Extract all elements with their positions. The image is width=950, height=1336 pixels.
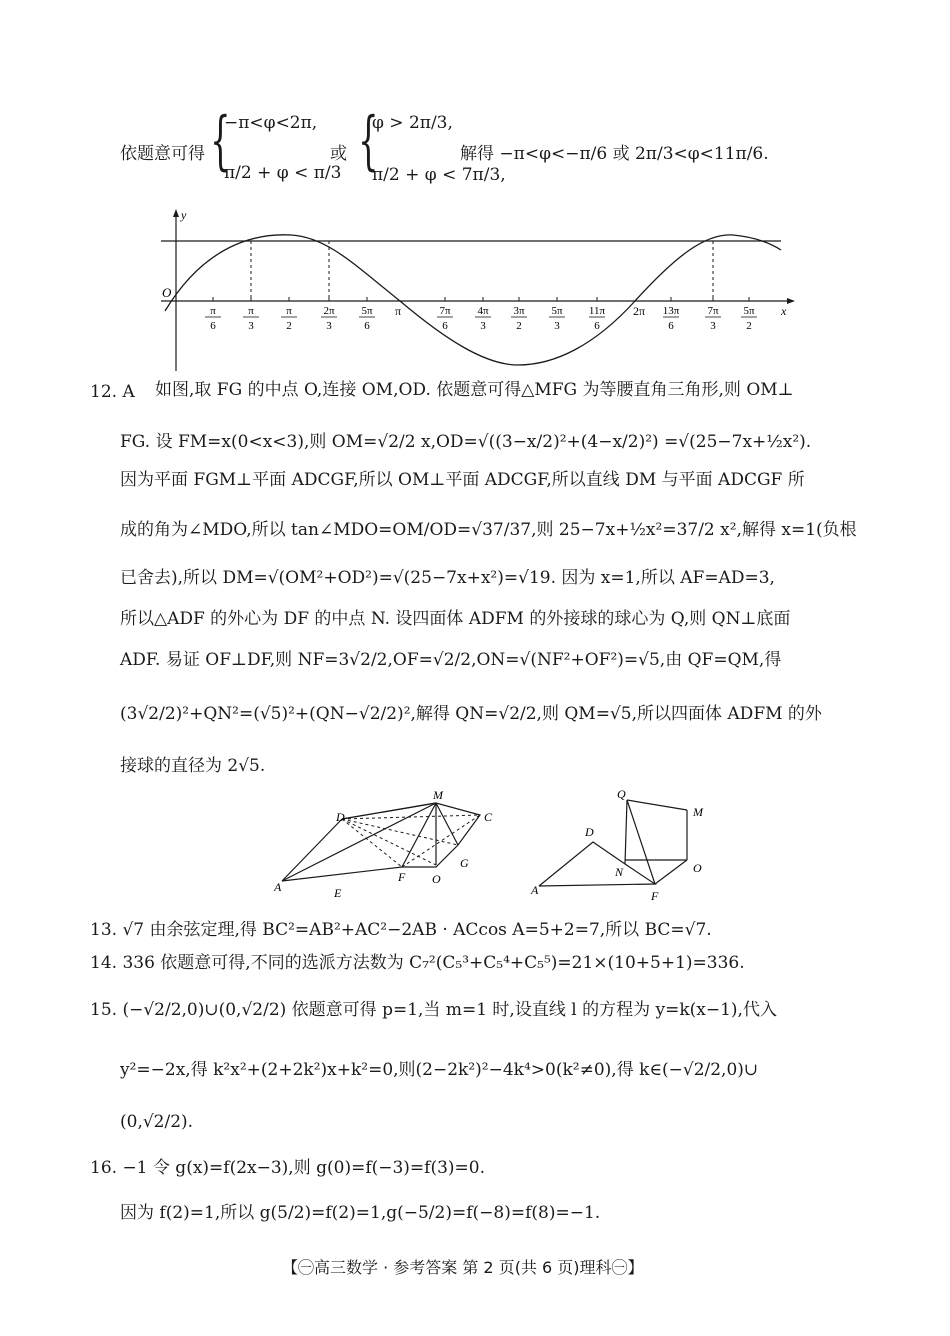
q12-line5: 已舍去),所以 DM=√(OM²+OD²)=√(25−7x+x²)=√19. 因为 x=1,所以 AF=AD=3, <box>120 568 775 588</box>
fig-right-D: D <box>585 825 594 839</box>
q16-line1: 16. −1 令 g(x)=f(2x−3),则 g(0)=f(−3)=f(3)=0. <box>90 1158 486 1178</box>
tick-numerator: 5π <box>743 305 755 317</box>
fig-left-A: A <box>274 880 282 894</box>
tick-numerator: 7π <box>707 305 719 317</box>
tick-denominator: 6 <box>364 320 370 332</box>
tick-denominator: 2 <box>516 320 522 332</box>
q13: 13. √7 由余弦定理,得 BC²=AB²+AC²−2AB · ACcos A=5+2=7,所以 BC=√7. <box>90 920 712 940</box>
q12-line2: FG. 设 FM=x(0<x<3),则 OM=√2/2 x,OD=√((3−x/2)²+(4−x/2)²) =√(25−7x+½x²). <box>120 432 812 452</box>
tick-numerator: π <box>210 305 216 317</box>
q16-line2: 因为 f(2)=1,所以 g(5/2)=f(2)=1,g(−5/2)=f(−8)=f(8)=−1. <box>120 1203 601 1223</box>
tick-numerator: 7π <box>439 305 451 317</box>
fig-right-N: N <box>615 865 624 879</box>
tick-numerator: 13π <box>662 305 680 317</box>
tick-numerator: 3π <box>513 305 525 317</box>
tick-denominator: 3 <box>480 320 486 332</box>
tick-numerator: 4π <box>477 305 489 317</box>
q15-line3: (0,√2/2). <box>120 1112 194 1132</box>
tick-denominator: 6 <box>594 320 600 332</box>
fig-left-C: C <box>484 810 493 824</box>
tick-denominator: 3 <box>710 320 716 332</box>
tick-labels <box>205 297 757 332</box>
fig-left-D: D <box>336 810 345 824</box>
sine-graph <box>155 205 795 373</box>
fig-left-E: E <box>334 886 342 900</box>
tick-denominator: 2 <box>286 320 292 332</box>
tick-denominator: 3 <box>326 320 332 332</box>
tick-numerator: 2π <box>323 305 335 317</box>
system1-line2: π/2 + φ < π/3 <box>224 163 342 183</box>
sine-curve <box>165 235 781 365</box>
fig-right-A: A <box>531 883 539 897</box>
tick-denominator: 3 <box>248 320 254 332</box>
fig-right-Q: Q <box>617 787 626 801</box>
q15-line2: y²=−2x,得 k²x²+(2+2k²)x+k²=0,则(2−2k²)²−4k⁴>0(k²≠0),得 k∈(−√2/2,0)∪ <box>120 1060 759 1080</box>
x-label: x <box>781 304 787 318</box>
pi-label: π <box>395 304 402 318</box>
figure-right <box>525 780 725 905</box>
fig-left-M: M <box>433 788 443 802</box>
tick-numerator: π <box>286 305 292 317</box>
fig-right-M: M <box>693 805 703 819</box>
q15-line1: 15. (−√2/2,0)∪(0,√2/2) 依题意可得 p=1,当 m=1 时,设直线 l 的方程为 y=k(x−1),代入 <box>90 1000 777 1020</box>
q12-line9: 接球的直径为 2√5. <box>120 756 266 776</box>
tick-numerator: 5π <box>361 305 373 317</box>
tick-numerator: π <box>248 305 254 317</box>
q12-line7: ADF. 易证 OF⊥DF,则 NF=3√2/2,OF=√2/2,ON=√(NF²+OF²)=√5,由 QF=QM,得 <box>120 650 782 670</box>
q14: 14. 336 依题意可得,不同的选派方法数为 C₇²(C₅³+C₅⁴+C₅⁵)=21×(10+5+1)=336. <box>90 953 745 973</box>
q12-line4: 成的角为∠MDO,所以 tan∠MDO=OM/OD=√37/37,则 25−7x+½x²=37/2 x²,解得 x=1(负根 <box>120 520 857 540</box>
system-solution: 解得 −π<φ<−π/6 或 2π/3<φ<11π/6. <box>460 144 769 164</box>
or-word: 或 <box>330 144 347 164</box>
brace-2: { <box>358 104 379 178</box>
tick-denominator: 6 <box>210 320 216 332</box>
y-axis-arrow <box>173 209 179 217</box>
fig-left-O: O <box>432 872 441 886</box>
two-pi-label: 2π <box>633 304 646 318</box>
tick-denominator: 3 <box>554 320 560 332</box>
q12-line6: 所以△ADF 的外心为 DF 的中点 N. 设四面体 ADFM 的外接球的球心为 Q,则 QN⊥底面 <box>120 609 791 629</box>
fig-left-G: G <box>460 856 469 870</box>
origin-label: O <box>162 285 172 300</box>
fig-right-F: F <box>651 889 659 903</box>
fig-left-F: F <box>398 870 406 884</box>
tick-numerator: 5π <box>551 305 563 317</box>
q12-line1: 如图,取 FG 的中点 O,连接 OM,OD. 依题意可得△MFG 为等腰直角三角形,则 OM⊥ <box>155 380 794 400</box>
brace-1: { <box>210 104 231 178</box>
system2-line2: π/2 + φ < 7π/3, <box>372 165 506 185</box>
tick-denominator: 6 <box>668 320 674 332</box>
tick-denominator: 6 <box>442 320 448 332</box>
tick-numerator: 11π <box>588 305 606 317</box>
page-footer: 【㊀高三数学 · 参考答案 第 2 页(共 6 页)理科㊀】 <box>282 1258 644 1277</box>
fig-right-O: O <box>693 861 702 875</box>
q12-label: 12. A <box>90 382 135 402</box>
x-axis-arrow <box>787 298 795 304</box>
q12-line8: (3√2/2)²+QN²=(√5)²+(QN−√2/2)²,解得 QN=√2/2,则 QM=√5,所以四面体 ADFM 的外 <box>120 704 822 724</box>
figure-left <box>270 785 510 905</box>
inequality-system <box>120 103 880 195</box>
tick-denominator: 2 <box>746 320 752 332</box>
y-label: y <box>181 208 187 222</box>
q12-line3: 因为平面 FGM⊥平面 ADCGF,所以 OM⊥平面 ADCGF,所以直线 DM 与平面 ADCGF 所 <box>120 470 805 490</box>
system-intro: 依题意可得 <box>120 144 205 164</box>
system2-line1: φ > 2π/3, <box>372 113 453 133</box>
system1-line1: −π<φ<2π, <box>224 113 318 133</box>
